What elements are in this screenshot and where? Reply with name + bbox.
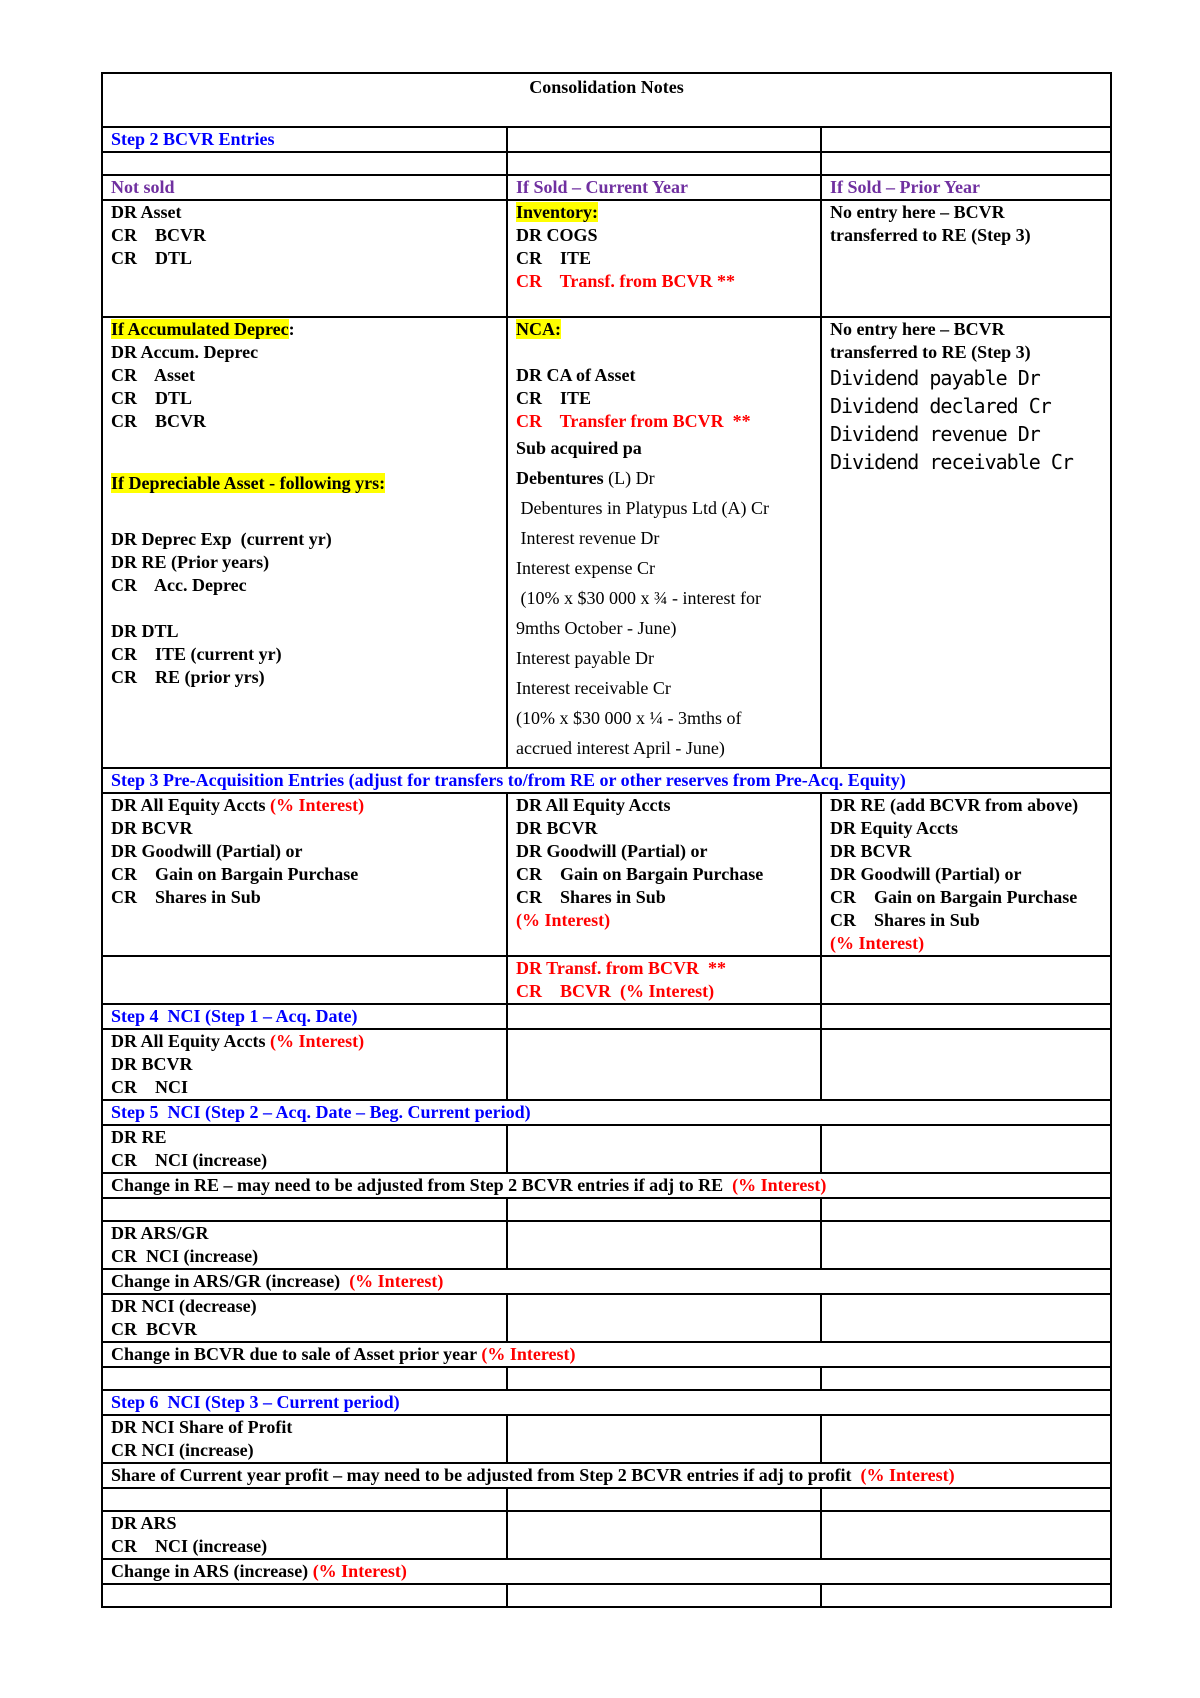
entry-line: CR Acc. Deprec	[111, 575, 247, 595]
empty-cell	[507, 1511, 821, 1559]
entry-line	[111, 794, 498, 817]
col-header-not-sold: Not sold	[102, 175, 507, 200]
empty-cell	[507, 1029, 821, 1100]
ars-change-note	[102, 1269, 1111, 1294]
entry-line	[111, 1030, 498, 1053]
entry-line: DR Goodwill (Partial) or	[111, 841, 303, 861]
entry-line: Debentures in Platypus Ltd (A) Cr	[516, 498, 769, 518]
accum-deprec-highlight: If Accumulated Deprec	[111, 319, 289, 339]
entry-line: DR CA of Asset	[516, 365, 636, 385]
note-text: Change in RE – may need to be adjusted from Step 2 BCVR entries if adj to RE	[111, 1175, 733, 1195]
interest-note: (% Interest)	[481, 1344, 576, 1364]
step3-heading: Step 3 Pre-Acquisition Entries (adjust for transfers to/from RE or other reserves from Pre-Acq. Equity)	[102, 768, 1111, 793]
entry-line: DR BCVR	[111, 1054, 193, 1074]
nci-ars-current-cell	[102, 1511, 507, 1559]
debentures-bold: Debentures	[516, 468, 604, 488]
accumulated-deprec-cell	[102, 317, 507, 768]
notes-table	[101, 72, 1112, 1608]
nci-acq-cell	[102, 1029, 507, 1100]
empty-cell	[507, 1125, 821, 1173]
nci-profit-cell	[102, 1415, 507, 1463]
pre-acq-cell-a	[102, 793, 507, 956]
empty-cell	[102, 1367, 507, 1390]
empty-cell	[821, 1198, 1111, 1221]
entry-line: CR NCI (increase)	[111, 1440, 254, 1460]
empty-cell	[821, 1367, 1111, 1390]
interest-note: (% Interest)	[270, 1031, 365, 1051]
entry-line: DR Asset	[111, 202, 182, 222]
empty-cell	[102, 1488, 507, 1511]
entry-line: CR DTL	[111, 248, 193, 268]
empty-cell	[821, 1511, 1111, 1559]
interest-note: (% Interest)	[732, 1175, 827, 1195]
entry-line	[516, 463, 812, 493]
entry-line: DR BCVR	[830, 841, 912, 861]
entry-line: DR BCVR	[111, 818, 193, 838]
entry-line: DR ARS/GR	[111, 1223, 209, 1243]
empty-cell	[102, 1584, 507, 1607]
entry-line: No entry here – BCVR	[830, 319, 1005, 339]
sold-prior-nca-cell	[821, 317, 1111, 768]
entry-line: DR DTL	[111, 621, 179, 641]
entry-line: Sub acquired pa	[516, 438, 642, 458]
empty-cell	[821, 1029, 1111, 1100]
pre-acq-cell-b	[507, 793, 821, 956]
document-title: Consolidation Notes	[102, 73, 1111, 127]
empty-cell	[821, 1488, 1111, 1511]
interest-note: (% Interest)	[516, 910, 611, 930]
entry-line: transferred to RE (Step 3)	[830, 225, 1031, 245]
empty-cell	[507, 1294, 821, 1342]
depreciable-asset-highlight: If Depreciable Asset - following yrs:	[111, 473, 386, 493]
entry-line: CR Transf. from BCVR **	[516, 271, 735, 291]
entry-line: DR RE	[111, 1127, 167, 1147]
entry-line: DR RE (Prior years)	[111, 552, 270, 572]
consolidation-notes-document	[101, 72, 1110, 1608]
entry-line: Interest payable Dr	[516, 648, 654, 668]
entry-line: CR NCI (increase)	[111, 1150, 268, 1170]
empty-cell	[102, 956, 507, 1004]
entry-line: DR Equity Accts	[830, 818, 959, 838]
step5-heading: Step 5 NCI (Step 2 – Acq. Date – Beg. Current period)	[102, 1100, 1111, 1125]
empty-cell	[821, 127, 1111, 152]
entry-line: 9mths October - June)	[516, 618, 677, 638]
empty-cell	[821, 1415, 1111, 1463]
note-text: Change in ARS/GR (increase)	[111, 1271, 350, 1291]
interest-note: (% Interest)	[860, 1465, 955, 1485]
entry-line: CR BCVR (% Interest)	[516, 981, 715, 1001]
empty-cell	[507, 1488, 821, 1511]
entry-line: No entry here – BCVR	[830, 202, 1005, 222]
empty-cell	[821, 152, 1111, 175]
entry-line: CR BCVR	[111, 411, 207, 431]
entry-line: DR Goodwill (Partial) or	[516, 841, 708, 861]
empty-cell	[507, 152, 821, 175]
profit-change-note	[102, 1463, 1111, 1488]
entry-line: CR ITE (current yr)	[111, 644, 282, 664]
entry-line: CR Gain on Bargain Purchase	[111, 864, 359, 884]
entry-line: CR ITE	[516, 248, 592, 268]
entry-line: CR NCI (increase)	[111, 1246, 259, 1266]
transfer-bcvr-cell	[507, 956, 821, 1004]
entry-line: DR NCI Share of Profit	[111, 1417, 293, 1437]
entry-line: CR Shares in Sub	[111, 887, 261, 907]
empty-cell	[102, 152, 507, 175]
entry-line: (10% x $30 000 x ¼ - 3mths of	[516, 708, 742, 728]
empty-cell	[507, 1221, 821, 1269]
entry-line: DR RE (add BCVR from above)	[830, 795, 1079, 815]
entry-line: DR COGS	[516, 225, 598, 245]
entry-text: DR All Equity Accts	[111, 795, 271, 815]
not-sold-cell	[102, 200, 507, 317]
entry-line: CR Asset	[111, 365, 195, 385]
entry-line: (10% x $30 000 x ¾ - interest for	[516, 588, 761, 608]
empty-cell	[507, 1584, 821, 1607]
entry-line: transferred to RE (Step 3)	[830, 342, 1031, 362]
entry-line: Dividend revenue Dr	[830, 422, 1040, 446]
entry-line: Dividend payable Dr	[830, 366, 1040, 390]
step4-heading: Step 4 NCI (Step 1 – Acq. Date)	[102, 1004, 507, 1029]
nci-ars-cell	[102, 1221, 507, 1269]
empty-cell	[821, 1221, 1111, 1269]
nca-highlight: NCA:	[516, 319, 561, 339]
note-text: Change in ARS (increase)	[111, 1561, 313, 1581]
empty-cell	[821, 1294, 1111, 1342]
entry-line: DR All Equity Accts	[516, 795, 671, 815]
entry-line: CR BCVR	[111, 225, 207, 245]
ars-current-change-note	[102, 1559, 1111, 1584]
entry-line: CR NCI (increase)	[111, 1536, 268, 1556]
entry-line: DR BCVR	[516, 818, 598, 838]
entry-line: DR Transf. from BCVR **	[516, 958, 726, 978]
entry-line: CR Transfer from BCVR **	[516, 411, 751, 431]
entry-line: CR Gain on Bargain Purchase	[830, 887, 1078, 907]
entry-line: CR DTL	[111, 388, 193, 408]
entry-line: Dividend receivable Cr	[830, 450, 1073, 474]
entry-line: CR NCI	[111, 1077, 189, 1097]
empty-cell	[507, 1367, 821, 1390]
re-change-note	[102, 1173, 1111, 1198]
entry-line: DR Accum. Deprec	[111, 342, 259, 362]
empty-cell	[821, 1004, 1111, 1029]
inventory-highlight: Inventory:	[516, 202, 598, 222]
entry-line: Interest expense Cr	[516, 558, 655, 578]
empty-cell	[821, 1125, 1111, 1173]
note-text: Change in BCVR due to sale of Asset prior year	[111, 1344, 482, 1364]
entry-line: CR BCVR	[111, 1319, 198, 1339]
empty-cell	[102, 1198, 507, 1221]
entry-line: DR Goodwill (Partial) or	[830, 864, 1022, 884]
entry-line: CR Shares in Sub	[830, 910, 980, 930]
empty-cell	[507, 1004, 821, 1029]
entry-text: DR All Equity Accts	[111, 1031, 271, 1051]
pre-acq-cell-c	[821, 793, 1111, 956]
entry-line: DR Deprec Exp (current yr)	[111, 529, 332, 549]
empty-cell	[507, 1198, 821, 1221]
empty-cell	[507, 127, 821, 152]
nci-re-cell	[102, 1125, 507, 1173]
step6-heading: Step 6 NCI (Step 3 – Current period)	[102, 1390, 1111, 1415]
entry-line: CR RE (prior yrs)	[111, 667, 265, 687]
interest-note: (% Interest)	[830, 933, 925, 953]
sold-current-cell	[507, 200, 821, 317]
colon: :	[288, 319, 295, 339]
entry-line: Interest revenue Dr	[516, 528, 660, 548]
empty-cell	[507, 1415, 821, 1463]
entry-line: Dividend declared Cr	[830, 394, 1051, 418]
sold-prior-cell	[821, 200, 1111, 317]
nca-cell	[507, 317, 821, 768]
debentures-rest: (L) Dr	[603, 468, 655, 488]
entry-line: CR Shares in Sub	[516, 887, 666, 907]
entry-line: CR ITE	[516, 388, 592, 408]
entry-line: DR ARS	[111, 1513, 177, 1533]
empty-cell	[821, 1584, 1111, 1607]
note-text: Share of Current year profit – may need to be adjusted from Step 2 BCVR entries if adj to profit	[111, 1465, 861, 1485]
nci-decrease-cell	[102, 1294, 507, 1342]
interest-note: (% Interest)	[349, 1271, 444, 1291]
entry-line: Interest receivable Cr	[516, 678, 671, 698]
empty-cell	[821, 956, 1111, 1004]
col-header-sold-prior: If Sold – Prior Year	[821, 175, 1111, 200]
interest-note: (% Interest)	[312, 1561, 407, 1581]
entry-line: CR Gain on Bargain Purchase	[516, 864, 764, 884]
col-header-sold-current: If Sold – Current Year	[507, 175, 821, 200]
interest-note: (% Interest)	[270, 795, 365, 815]
step2-heading: Step 2 BCVR Entries	[102, 127, 507, 152]
entry-line: accrued interest April - June)	[516, 738, 725, 758]
bcvr-change-note	[102, 1342, 1111, 1367]
entry-line: DR NCI (decrease)	[111, 1296, 257, 1316]
